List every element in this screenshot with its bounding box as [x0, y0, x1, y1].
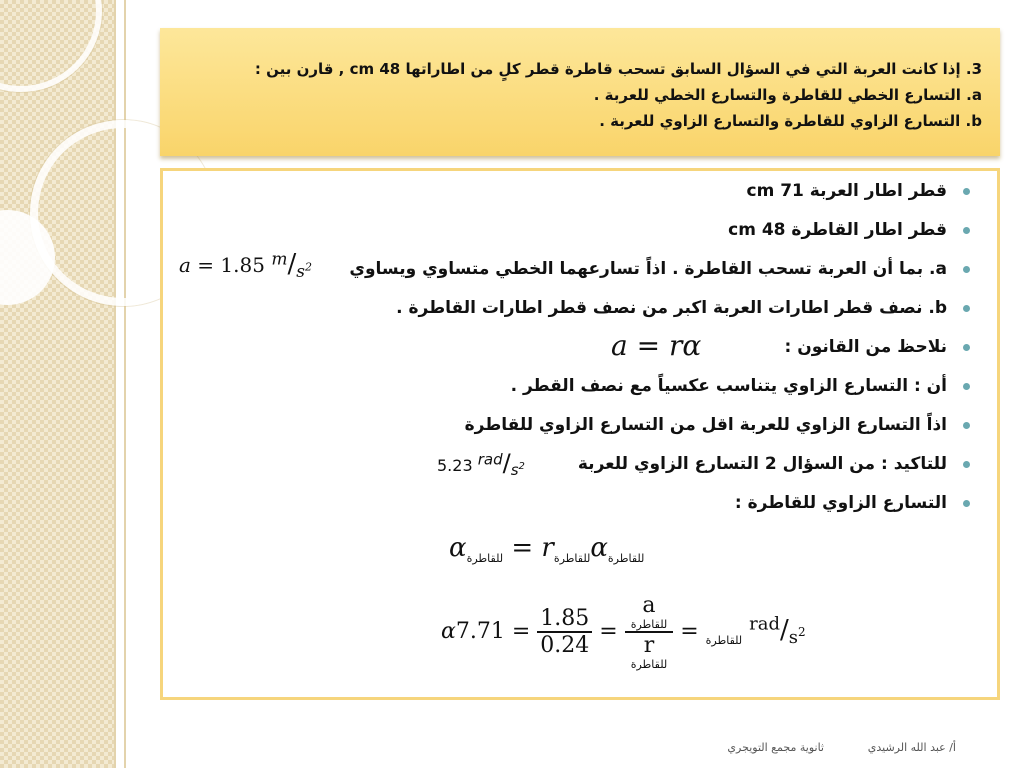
math-unit-exp: 2 [304, 260, 312, 274]
question-line-1: 3. إذا كانت العربة التي في السؤال السابق تسحب قاطرة قطر كلٍ من اطاراتها 48 cm , قارن بين : [254, 60, 982, 78]
math-eq: = [511, 533, 534, 563]
math-unit-s: s [296, 262, 305, 282]
item-linear-acceleration: a. بما أن العربة تسحب القاطرة . اذاً تسارعهما الخطي متساوي ويساوي [349, 259, 947, 279]
math-sub-trailer: للقاطرة [553, 552, 591, 565]
math-sub-trailer: للقاطرة [466, 552, 504, 565]
math-r: r [541, 533, 554, 563]
math-unit-s: s [510, 461, 519, 480]
math-unit-exp: 2 [798, 625, 806, 640]
question-box [160, 28, 1000, 156]
decorative-line [114, 0, 116, 768]
item-trailer-angular: التسارع الزاوي للقاطرة : [734, 493, 947, 513]
bullet [963, 305, 970, 312]
item-conclusion: اذاً التسارع الزاوي للعربة اقل من التسارع الزاوي للقاطرة [464, 415, 947, 435]
math-unit-rad: rad [749, 613, 780, 635]
item-note-law: نلاحظ من القانون : [784, 337, 947, 357]
item-trailer-diameter: قطر اطار القاطرة 48 cm [728, 220, 947, 240]
bullet [963, 188, 970, 195]
math-alpha: α [590, 533, 608, 563]
bullet [963, 266, 970, 273]
math-result: 7.71 [455, 619, 505, 644]
math-a-value: 1.85 [220, 253, 265, 277]
item-inverse-proportion: أن : التسارع الزاوي يتناسب عكسياً مع نصف القطر . [510, 376, 947, 396]
formula-trailer-angular-calc: α $_{للقاطرة}$ = a للقاطرة r للقاطرة = $\frac{1.85}{0.24}$ = 7.71 $^{rad}/_{s^2}$ [441, 593, 806, 671]
bullet [963, 383, 970, 390]
math-unit-rad: rad [477, 450, 503, 469]
item-cart-diameter: قطر اطار العربة 71 cm [746, 181, 947, 201]
math-eq: = [680, 619, 699, 644]
decorative-side-band [0, 0, 114, 768]
math-unit-m: m [271, 249, 288, 270]
math-numerator: 1.85 [537, 606, 592, 633]
math-a: a [642, 593, 656, 618]
formula-alpha-relation [449, 533, 644, 565]
math-sub-trailer: للقاطرة [630, 618, 668, 631]
math-a: a [179, 253, 191, 277]
formula-cart-angular: 5.23 $^{rad}/_{s^2}$ [437, 449, 525, 480]
formula-law: a = rα [611, 329, 702, 362]
question-line-2: a. التسارع الخطي للقاطرة والتسارع الخطي للعربة . [593, 86, 982, 104]
math-sub-trailer: للقاطرة [630, 658, 668, 671]
math-alpha: α [441, 619, 456, 644]
footer-author: أ/ عبد الله الرشيدي [867, 741, 956, 754]
math-eq: = [599, 619, 618, 644]
math-alpha: α [449, 533, 467, 563]
math-denominator: 0.24 [540, 633, 590, 658]
math-sub-trailer: للقاطرة [607, 552, 645, 565]
math-eq: = [511, 619, 531, 644]
bullet [963, 344, 970, 351]
math-r: r [643, 633, 655, 658]
item-radius-comparison: b. نصف قطر اطارات العربة اكبر من نصف قطر اطارات القاطرة . [396, 298, 947, 318]
fraction-values [537, 606, 592, 658]
bullet [963, 227, 970, 234]
math-sub-trailer: للقاطرة [705, 634, 743, 647]
bullet [963, 500, 970, 507]
bullet [963, 461, 970, 468]
decorative-line [124, 0, 126, 768]
math-unit-exp: 2 [518, 461, 525, 473]
math-eq: = [197, 253, 215, 277]
fraction-a-over-r [625, 593, 674, 671]
item-verification: للتاكيد : من السؤال 2 التسارع الزاوي للعربة [577, 454, 947, 474]
answer-box [160, 168, 1000, 700]
math-cart-alpha-value: 5.23 [437, 456, 473, 475]
formula-linear-acceleration: a = 1.85 $^m/_{s^2}$ [179, 249, 312, 282]
bullet [963, 422, 970, 429]
math-unit-s: s [788, 627, 799, 649]
footer-school: ثانوية مجمع التويجري [727, 741, 824, 754]
question-line-3: b. التسارع الزاوي للقاطرة والتسارع الزاوي للعربة . [599, 112, 982, 130]
